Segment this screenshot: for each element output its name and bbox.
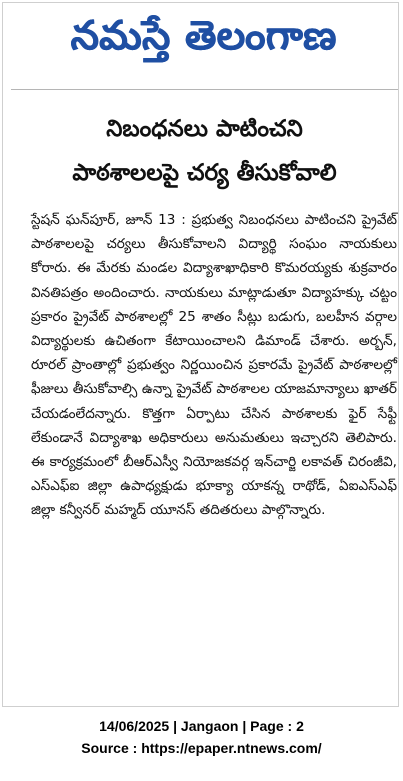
article-body: స్టేషన్ ఘన్‌పూర్, జూన్ 13 : ప్రభుత్వ నిబంధనలు పాటించని ప్రైవేట్ పాఠశాలలపై చర్యలు తీసుకోవాలని విద్యార్థి సంఘం నాయకులు కోరారు. ఈ మేరకు మండల విద్యాశాఖాధికారి కొమరయ్యకు శుక్రవారం వినతిపత్రం అందించారు. నాయకులు మాట్లాడుతూ విద్యాహక్కు చట్టం ప్రకారం ప్రైవేట్ పాఠశాలల్లో 25 శాతం సీట్లు బడుగు, బలహీన వర్గాల విద్యార్థులకు ఉచితంగా కేటాయించాలని డిమాండ్ చేశారు. అర్బన్, రూరల్ ప్రాంతాల్లో ప్రభుత్వం నిర్ణయించిన ప్రకారమే ప్రైవేట్ పాఠశాలల్లో ఫీజులు తీసుకోవాల్సి ఉన్నా ప్రైవేట్ పాఠశాలల యాజమాన్యాలు ఖాతర్ చేయడంలేదన్నారు. కొత్తగా ఏర్పాటు చేసిన పాఠశాలకు ఫైర్ సేఫ్టీ లేకుండానే విద్యాశాఖ అధికారులు అనుమతులు ఇచ్చారని తెలిపారు. ఈ కార్యక్రమంలో బీఆర్ఎస్వీ నియోజకవర్గ ఇన్‌చార్జి లకావత్ చిరంజీవి, ఎస్ఎఫ్ఐ జిల్లా ఉపాధ్యక్షుడు భూక్యా యాకన్న రాథోడ్, ఏఐఎస్ఎఫ్ జిల్లా కన్వీనర్ మహ్మద్ యూనస్ తదితరులు పాల్గొన్నారు.: [31, 212, 397, 519]
masthead-divider: [11, 89, 398, 90]
footer-info: 14/06/2025 | Jangaon | Page : 2: [99, 718, 304, 734]
clipping-footer: [0, 715, 403, 759]
headline-line-2: పాఠశాలలపై చర్య తీసుకోవాలి: [72, 160, 337, 186]
headline-line-1: నిబంధనలు పాటించని: [106, 116, 303, 142]
article-headline: [17, 107, 392, 195]
footer-source: Source : https://epaper.ntnews.com/: [81, 740, 322, 756]
masthead-title: నమస్తే తెలంగాణ: [70, 13, 337, 59]
clipping-frame: [2, 2, 399, 707]
newspaper-masthead: [9, 7, 398, 75]
